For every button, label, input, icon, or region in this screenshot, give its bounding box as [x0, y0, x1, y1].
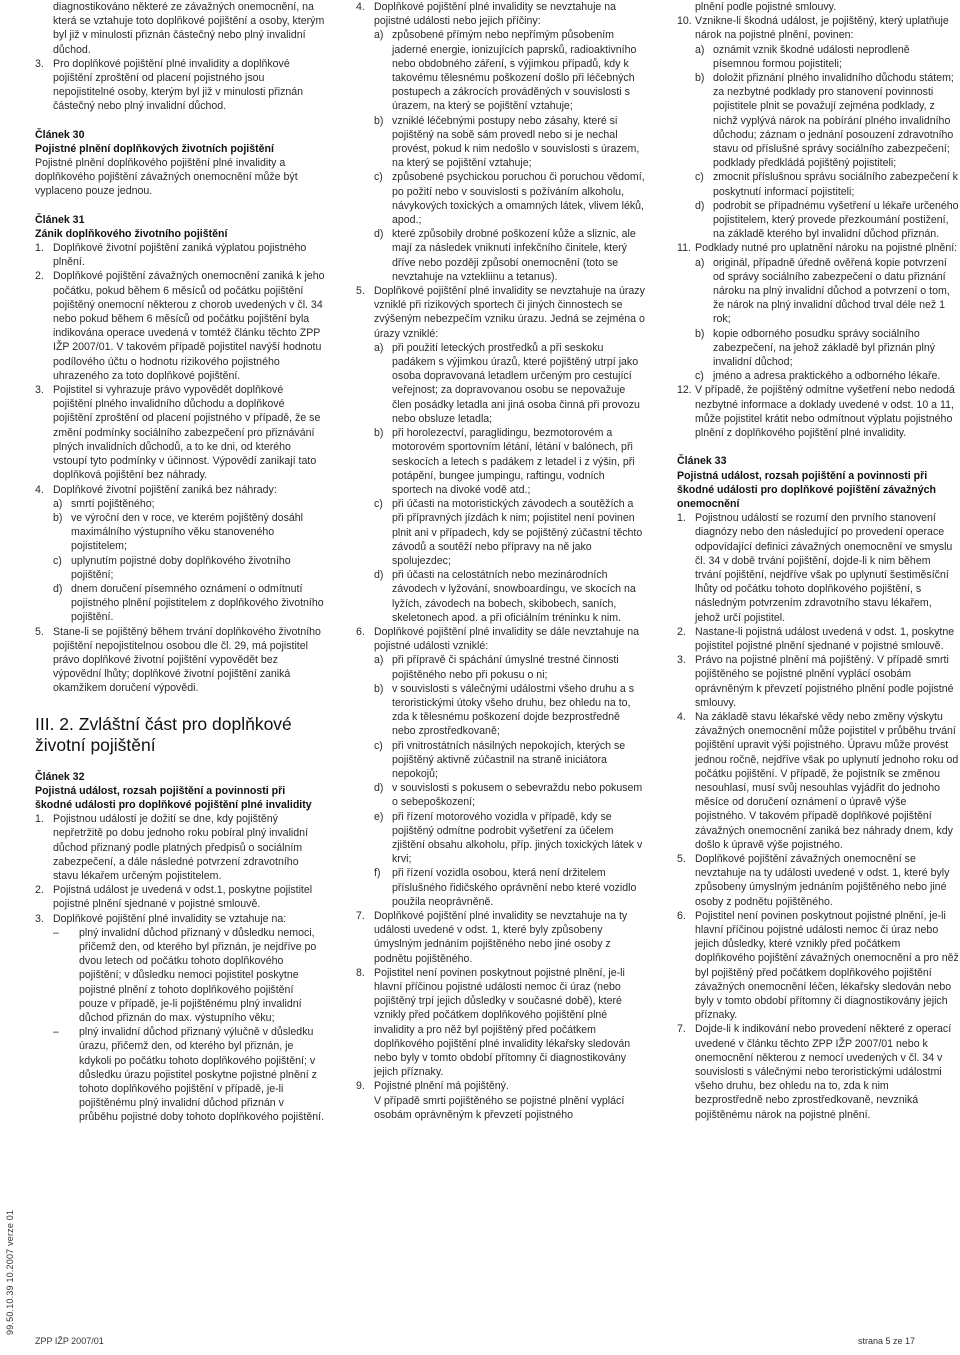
list-item: 3. Pro doplňkové pojištění plné invalidity a doplňkové pojištění zproštění od placení pojistného jsou nepojistitelné osoby, kterým byl již v minulosti přiznán částečný nebo plný invalidní důchod. — [35, 57, 304, 113]
article-32-title: Pojistná událost, rozsah pojištění a povinnosti při škodné události pro doplňkové pojištění plné invalidity — [35, 784, 312, 811]
column-1 — [35, 0, 325, 1320]
section-heading: III. 2. Zvláštní část pro doplňkové životní pojištění — [35, 713, 292, 755]
sub-list — [695, 256, 959, 384]
list-item: 8. Pojistitel není povinen poskytnout pojistné plnění, je-li hlavní příčinou pojistné události nemoc či úraz (nebo pojištěný trpí jejich důsledky v současné době), které vznikly před počátkem doplňkového pojištění plné invalidity a pro něž byl pojištěný před počátkem doplňkového pojištění plné invalidity lékařsky sledován nebo byly v tomto období přítomny či diagnostikovány jejich příznaky. — [356, 966, 631, 1079]
sub-list — [53, 497, 325, 625]
sub-list-item: a) originál, případně úředně ověřená kopie potvrzení od správy sociálního zabezpečení o datu přiznání nároku na plný invalidní důchod a potvrzení o tom, že nárok na plný invalidní důchod trval déle než 1 rok; — [695, 256, 950, 326]
side-version-label: 99.50.10.39 10.2007 verze 01 — [5, 1209, 15, 1335]
sub-list-item: b) v souvislosti s válečnými událostmi všeho druhu a s teroristickými útoky všeho druhu, bez ohledu na to, zda k tělesnému poškození dojde bezprostředně nebo zprostředkovaně; — [374, 682, 634, 738]
sub-list-item: d) dnem doručení písemného oznámení o odmítnutí pojistného plnění pojistitelem z doplňkového životního pojištění. — [53, 582, 324, 624]
sub-list-item: a) při přípravě či spáchání úmyslné trestné činnosti pojištěného nebo při pokusu o ni; — [374, 654, 619, 681]
article-31-list — [35, 241, 325, 696]
sub-list-item: c) způsobené psychickou poruchou či poruchou vědomí, po požití nebo v souvislosti s požíváním alkoholu, návykových toxických a omamných látek, vlivem léků, apod.; — [374, 171, 645, 227]
sub-list-item: b) při horolezectví, paraglidingu, bezmotorovém a motorovém sportovním létání, létání v balónech, při seskocích a letech s padákem z letadel i z výšin, při potápění, bungee jumpingu, raftingu, vodních sportech na divoké vodě atd.; — [374, 427, 635, 496]
list-item: 6. Pojistitel není povinen poskytnout pojistné plnění, je-li hlavní příčinou pojistné události nemoc či úraz nebo jejich důsledky, které vznikly před počátkem doplňkového pojištění závažných onemocnění a pro něž byl pojištěný před počátkem doplňkového pojištění závažných onemocnění léčen, lékařsky sledován nebo byly v tomto období přítomny či diagnostikovány jejich příznaky. — [677, 909, 959, 1022]
list-item: 2. Pojistná událost je uvedená v odst.1, poskytne pojistitel pojistné plnění sjednané v pojistné smlouvě. — [35, 884, 313, 911]
list-item: 7. Doplňkové pojištění plné invalidity se nevztahuje na ty události uvedené v odst. 1, které byly způsobeny úmyslným jednáním pojištěného nebo jiné osoby z podnětu pojištěného. — [356, 910, 628, 965]
sub-list-item: c) při účasti na motoristických závodech a soutěžích a při přípravných jízdách k nim; pojistitel není povinen plnit ani v případech, kdy se pojištěný zúčastní těchto závodů a soutěží nebo přípravy na ně jako spolujezdec; — [374, 498, 643, 567]
list-item: 5. Stane-li se pojištěný během trvání doplňkového životního pojištění nepojistitelnou osobou dle čl. 29, má pojistitel právo doplňkové životní pojištění vypovědět bez výpovědní lhůty; doplňkové životní pojištění zaniká okamžikem doručení výpovědi. — [35, 625, 321, 695]
article-30-title: Pojistné plnění doplňkových životních pojištění — [35, 142, 274, 155]
sub-list-item: d) podrobit se případnému vyšetření u lékaře určeného pojistitelem, který provede přezkoumání postižení, na základě kterého byl invalidní důchod přiznán. — [695, 199, 959, 241]
list-item: 4. Doplňkové životní pojištění zaniká bez náhrady: a) smrtí pojištěného; b) ve výroční den v roce, ve kterém pojištěný dosáhl maximálního výstupního věku stanoveného pojistitelem; c) uplynutím pojistné doby doplňkového životního pojištění; d) dnem doručení písemného oznámení o odmítnutí pojistného plnění pojistitelem z doplňkového životního pojištění. — [35, 483, 324, 624]
list-item: 1. Pojistnou událostí se rozumí den prvního stanovení diagnózy nebo den následující po provedení operace odpovídající definici závažných onemocnění ve smyslu čl. 34 v době trvání pojištění, dojde-li k nim během trvání pojištění, nejdříve však po uplynutí šestiměsíční lhůty od počátku tohoto doplňkového pojištění, s následným potvrzením zdravotního stavu lékařem, jehož určí pojistitel. — [677, 512, 953, 624]
dash-list-item: – plný invalidní důchod přiznaný v důsledku nemoci, přičemž den, od kterého byl přiznán, je nejdříve po dvou letech od počátku tohoto doplňkového pojištění; v důsledku nemoci pojistitel poskytne pojistné plnění z tohoto doplňkového pojištění pouze v případě, je-li pojištěnému plný invalidní důchod přiznán do max. výstupního věku; — [53, 926, 317, 1024]
dash-list-item: – plný invalidní důchod přiznaný výlučně v důsledku úrazu, přičemž den, od kterého byl přiznán, je kdykoli po počátku tohoto doplňkového pojištění; v důsledku úrazu pojistitel poskytne pojistné plnění z tohoto doplňkového pojištění v případě, je-li pojištěnému plný invalidní důchod přiznán v průběhu pojistné doby tohoto doplňkového pojištění. — [53, 1026, 325, 1124]
list-item: 3. Právo na pojistné plnění má pojištěný. V případě smrti pojištěného se pojistné plnění vyplácí osobám oprávněným k převzetí pojistného plnění podle pojistné smlouvy. — [677, 654, 954, 709]
article-32-number: Článek 32 — [35, 770, 85, 783]
sub-list-item: c) zmocnit příslušnou správu sociálního zabezpečení k poskytnutí informací pojistiteli; — [695, 171, 958, 198]
article-30-number: Článek 30 — [35, 128, 85, 141]
column-3 — [677, 0, 959, 1320]
list-item: 11. Podklady nutné pro uplatnění nároku na pojistné plnění: a) originál, případně úředně ověřená kopie potvrzení od správy sociálního zabezpečení o datu přiznání nároku na plný invalidní důchod a potvrzení o tom, že nárok na plný invalidní důchod trval déle než 1 rok; b) kopie odborného posudku správy sociálního zabezpečení, na jehož základě byl přiznán plný invalidní důchod; c) jméno a adresa praktického a odborného lékaře. — [677, 242, 958, 383]
sub-list-item: a) způsobené přímým nebo nepřímým působením jaderné energie, ionizujících paprsků, radioaktivního nebo obdobného záření, s výjimkou případů, kdy k takovému tělesnému poškození došlo při léčebných postupech a zákrocích prováděných v souvislosti s úrazem, na který se pojištění vztahuje; — [374, 29, 637, 113]
article-31-title: Zánik doplňkového životního pojištění — [35, 227, 228, 240]
list-item: 4. Doplňkové pojištění plné invalidity se nevztahuje na pojistné události nebo jejich příčiny: a) způsobené přímým nebo nepřímým působením jaderné energie, ionizujících paprsků, radioaktivního nebo obdobného záření, s výjimkou případů, kdy k takovému tělesnému poškození došlo při léčebných postupech a zákrocích prováděných v souvislosti s úrazem, na který se pojištění vztahuje; b) vzniklé léčebnými postupy nebo zásahy, které si pojištěný na sobě sám provedl nebo si je nechal provést, pokud k nim nedošlo v souvislosti s úrazem, na který se pojištění vztahuje; c) způsobené psychickou poruchou či poruchou vědomí, po požití nebo v souvislosti s požíváním alkoholu, návykových toxických a omamných látek, vlivem léků, apod.; d) které způsobily drobné poškození kůže a sliznic, ale mají za následek vniknutí infekčního činitele, který dříve nebo později způsobí onemocnění (toto se nevztahuje na vztekliinu a tetanus). — [356, 1, 645, 283]
paragraph: V případě smrti pojištěného se pojistné plnění vyplácí osobám oprávněným k převzetí pojistného — [374, 1094, 625, 1121]
sub-list-item: b) vzniklé léčebnými postupy nebo zásahy, které si pojištěný na sobě sám provedl nebo si je nechal provést, pokud k nim nedošlo v souvislosti s úrazem, na který se pojištění vztahuje; — [374, 114, 640, 170]
sub-list-item: b) ve výroční den v roce, ve kterém pojištěný dosáhl maximálního výstupního věku stanoveného pojistitelem; — [53, 511, 303, 553]
list-item: 9. Pojistné plnění má pojištěný. V případě smrti pojištěného se pojistné plnění vyplácí osobám oprávněným k převzetí pojistného — [356, 1079, 646, 1122]
numbered-list — [35, 57, 325, 114]
list-item: 6. Doplňkové pojištění plné invalidity se dále nevztahuje na pojistné události vzniklé: a) při přípravě či spáchání úmyslné trestné činnosti pojištěného nebo při pokusu o ni; b) v souvislosti s válečnými událostmi všeho druhu a s teroristickými útoky všeho druhu, bez ohledu na to, zda k tělesnému poškození dojde bezprostředně nebo zprostředkovaně; c) při vnitrostátních násilných nepokojích, kterých se pojištěný aktivně zúčastnil na straně iniciátora nepokojů; d) v souvislosti s pokusem o sebevraždu nebo pokusem o sebepoškození; e) při řízení motorového vozidla v případě, kdy se pojištěný odmítne podrobit vyšetření za účelem zjištění obsahu alkoholu, příp. jiných toxických látek v krvi; f) při řízení vozidla osobou, která není držitelem příslušného řidičského oprávnění nebo které vozidlo použila neoprávněně. — [356, 625, 646, 909]
list-item: 7. Dojde-li k indikování nebo provedení některé z operací uvedené v článku těchto ZPP IŽP 2007/01 nebo k onemocnění některou z nemocí uvedených v čl. 34 v souvislosti s válečnými nebo teroristickými událostmi všeho druhu, bez ohledu na to, zda k nim bezprostředně nebo zprostředkovaně, nevzniká pojištěnému nárok na pojistné plnění. — [677, 1023, 952, 1121]
sub-list-item: d) které způsobily drobné poškození kůže a sliznic, ale mají za následek vniknutí infekčního činitele, který dříve nebo později způsobí onemocnění (toto se nevztahuje na vztekliinu a tetanus). — [374, 228, 636, 283]
list-item: 3. Pojistitel si vyhrazuje právo vypovědět doplňkové pojištění plného invalidního důchodu a doplňkové pojištění zproštění od placení pojistného v případě, že se změní podmínky sociálního zabezpečení pro přiznávání plných invalidních důchodů, a to ke dni, od kterého vstoupí tyto podmínky v účinnost. Výpovědí zanikají tato doplňková pojištění bez náhrady. — [35, 384, 321, 482]
sub-list-item: b) kopie odborného posudku správy sociálního zabezpečení, na jehož základě byl přiznán plný invalidní důchod; — [695, 327, 936, 369]
article-32-list — [35, 812, 325, 1124]
article-33-list — [677, 511, 959, 1122]
dash-list — [53, 926, 325, 1125]
footer-page-number: strana 5 ze 17 — [858, 1336, 916, 1346]
list-item: 1. Doplňkové životní pojištění zaniká výplatou pojistného plnění. — [35, 242, 307, 269]
sub-list-item: d) v souvislosti s pokusem o sebevraždu nebo pokusem o sebepoškození; — [374, 782, 643, 809]
sub-list-item: a) oznámit vznik škodné události neprodleně písemnou formou pojistiteli; — [695, 43, 910, 70]
list-item: 12. V případě, že pojištěný odmítne vyšetření nebo nedodá nezbytné informace a doklady uvedené v odst. 10 a 11, může pojistitel krátit nebo odmítnout výplatu pojistného plnění z doplňkového pojištění plné invalidity. — [677, 384, 955, 440]
list-item: 4. Na základě stavu lékařské vědy nebo změny výskytu závažných onemocnění může pojistitel v průběhu trvání pojištění upravit výši pojistného. Úpravu může provést jednou ročně, nejdříve však po uplynutí jednoho roku od počátku pojištění. V případě, že pojistník se změnou nesouhlasí, musí svůj nesouhlas vyjádřit do jednoho měsíce od doručení oznámení o úpravě výše pojistného. V takovém případě doplňkové pojištění závažných onemocnění zaniká bez náhrady dnem, kdy došlo k úpravě výše pojistného. — [677, 710, 959, 851]
list-item: 3. Doplňkové pojištění plné invalidity se vztahuje na: – plný invalidní důchod přiznaný v důsledku nemoci, přičemž den, od kterého byl přiznán, je nejdříve po dvou letech od počátku tohoto doplňkového pojištění; v důsledku nemoci pojistitel poskytne pojistné plnění z tohoto doplňkového pojištění pouze v případě, je-li pojištěnému plný invalidní důchod přiznán do max. výstupního věku; – plný invalidní důchod přiznaný výlučně v důsledku úrazu, přičemž den, od kterého byl přiznán, je kdykoli po počátku tohoto doplňkového pojištění; v důsledku úrazu pojistitel poskytne pojistné plnění z tohoto doplňkového pojištění v případě, je-li pojištěnému plný invalidní důchod přiznán v průběhu pojistné doby tohoto doplňkového pojištění. — [35, 912, 325, 1124]
sub-list-item: f) při řízení vozidla osobou, která není držitelem příslušného řidičského oprávnění nebo které vozidlo použila neoprávněně. — [374, 867, 637, 908]
list-item: 2. Doplňkové pojištění závažných onemocnění zaniká k jeho počátku, pokud během 6 měsíců od počátku pojištění pojištěný onemocní některou z chorob uvedených v čl. 34 nebo pokud během 6 měsíců od počátku pojištění byla indikována operace uvedená v tomtéž článku těchto ZPP IŽP 2007/01. V takovém případě pojistitel navýší hodnotu podílového účtu o hodnotu rizikového pojistného uhrazeného za toto doplňkové pojištění. — [35, 270, 325, 382]
article-33-title: Pojistná událost, rozsah pojištění a povinnosti při škodné události pro doplňkové pojištění závažných onemocnění — [677, 469, 937, 510]
article-30-body: Pojistné plnění doplňkového pojištění plné invalidity a doplňkového pojištění závažných onemocnění může být vyplaceno pouze jednou. — [35, 157, 298, 198]
sub-list — [374, 28, 646, 284]
sub-list-item: c) při vnitrostátních násilných nepokojích, kterých se pojištěný aktivně zúčastnil na straně iniciátora nepokojů; — [374, 739, 626, 780]
sub-list-item: a) smrtí pojištěného; — [53, 497, 155, 510]
footer-document-code: ZPP IŽP 2007/01 — [35, 1336, 104, 1346]
list-item: 5. Doplňkové pojištění plné invalidity se nevztahuje na úrazy vzniklé při rizikových sportech či jiných činnostech se zvýšeným nebezpečím vzniku úrazu. Jedná se zejména o úrazy vzniklé: a) při použití leteckých prostředků a při seskoku padákem s výjimkou úrazů, které pojištěný utrpí jako osoba dopravovaná letadlem určeným pro cestující veřejnost; za dopravovanou osobu se nepovažuje člen posádky letadla ani jiná osoba činná při provozu nebo obsluze letadla; b) při horolezectví, paraglidingu, bezmotorovém a motorovém sportovním létání, létání v balónech, při seskocích a letech s padákem z letadel i z výšin, při potápění, bungee jumpingu, raftingu, vodních sportech na divoké vodě atd.; c) při účasti na motoristických závodech a soutěžích a při přípravných jízdách k nim; pojistitel není povinen plnit ani v případech, kdy se pojištěný zúčastní těchto závodů a soutěží nebo přípravy na ně jako spolujezdec; d) při účasti na celostátních nebo mezinárodních závodech v lyžování, snowboardingu, ve skocích na lyžích, závodech na bobech, skibobech, saních, skeletonech apod. a při oficiálním tréninku k nim. — [356, 285, 645, 624]
sub-list-item: a) při použití leteckých prostředků a při seskoku padákem s výjimkou úrazů, které pojištěný utrpí jako osoba dopravovaná letadlem určeným pro cestující veřejnost; za dopravovanou osobu se nepovažuje člen posádky letadla ani jiná osoba činná při provozu nebo obsluze letadla; — [374, 341, 640, 425]
sub-list-item: c) jméno a adresa praktického a odborného lékaře. — [695, 370, 941, 383]
paragraph-continuation: plnění podle pojistné smlouvy. — [695, 1, 837, 13]
sub-list-item: d) při účasti na celostátních nebo mezinárodních závodech v lyžování, snowboardingu, ve skocích na lyžích, závodech na bobech, skibobech, saních, skeletonech apod. a při oficiálním tréninku k nim. — [374, 569, 636, 624]
sub-list — [695, 43, 959, 242]
list-item: 5. Doplňkové pojištění závažných onemocnění se nevztahuje na ty události uvedené v odst. 1, které byly způsobeny úmyslným jednáním pojištěného nebo jiné osoby z podnětu pojištěného. — [677, 852, 950, 908]
numbered-list — [677, 14, 959, 440]
article-33-number: Článek 33 — [677, 455, 727, 468]
sub-list — [374, 341, 646, 625]
list-item: 1. Pojistnou událostí je dožití se dne, kdy pojištěný nepřetržitě po dobu jednoho roku pobíral plný invalidní důchod přiznaný podle platných předpisů o sociálním zabezpečení, a dále následné potvrzení zdravotního stavu lékařem určeným pojistitelem. — [35, 813, 309, 882]
paragraph-continuation: diagnostikováno některé ze závažných onemocnění, na která se vztahuje toto doplňkové pojištění a osoby, kterým byl již v minulosti přiznán částečný nebo plný invalidní důchod. — [53, 1, 325, 56]
sub-list-item: b) doložit přiznání plného invalidního důchodu státem; za nezbytné podklady pro stanovení povinnosti pojistitele plnit se považují zejména podklady, z nichž vyplývá nárok na pobírání plného invalidního důchodu; záznam o jednání posouzení zdravotního stavu od příslušné správy sociálního zabezpečení; podklady předkládá pojištěný pojistiteli; — [695, 72, 954, 170]
sub-list — [374, 653, 646, 909]
list-item: 2. Nastane-li pojistná událost uvedená v odst. 1, poskytne pojistitel pojistné plnění sjednané v pojistné smlouvě. — [677, 625, 955, 652]
list-item: 10. Vznikne-li škodná událost, je pojištěný, který uplatňuje nárok na pojistné plnění, povinen: a) oznámit vznik škodné události neprodleně písemnou formou pojistiteli; b) doložit přiznání plného invalidního důchodu státem; za nezbytné podklady pro stanovení povinnosti pojistitele plnit se považují zejména podklady, z nichž vyplývá nárok na pobírání plného invalidního důchodu; záznam o jednání posouzení zdravotního stavu od příslušné správy sociálního zabezpečení; podklady předkládá pojištěný pojistiteli; c) zmocnit příslušnou správu sociálního zabezpečení k poskytnutí informací pojistiteli; d) podrobit se případnému vyšetření u lékaře určeného pojistitelem, který provede přezkoumání postižení, na základě kterého byl invalidní důchod přiznán. — [677, 15, 959, 241]
sub-list-item: e) při řízení motorového vozidla v případě, kdy se pojištěný odmítne podrobit vyšetření za účelem zjištění obsahu alkoholu, příp. jiných toxických látek v krvi; — [374, 810, 643, 866]
numbered-list — [356, 0, 646, 1122]
article-31-number: Článek 31 — [35, 213, 85, 226]
sub-list-item: c) uplynutím pojistné doby doplňkového životního pojištění; — [53, 554, 291, 581]
column-2 — [356, 0, 646, 1320]
